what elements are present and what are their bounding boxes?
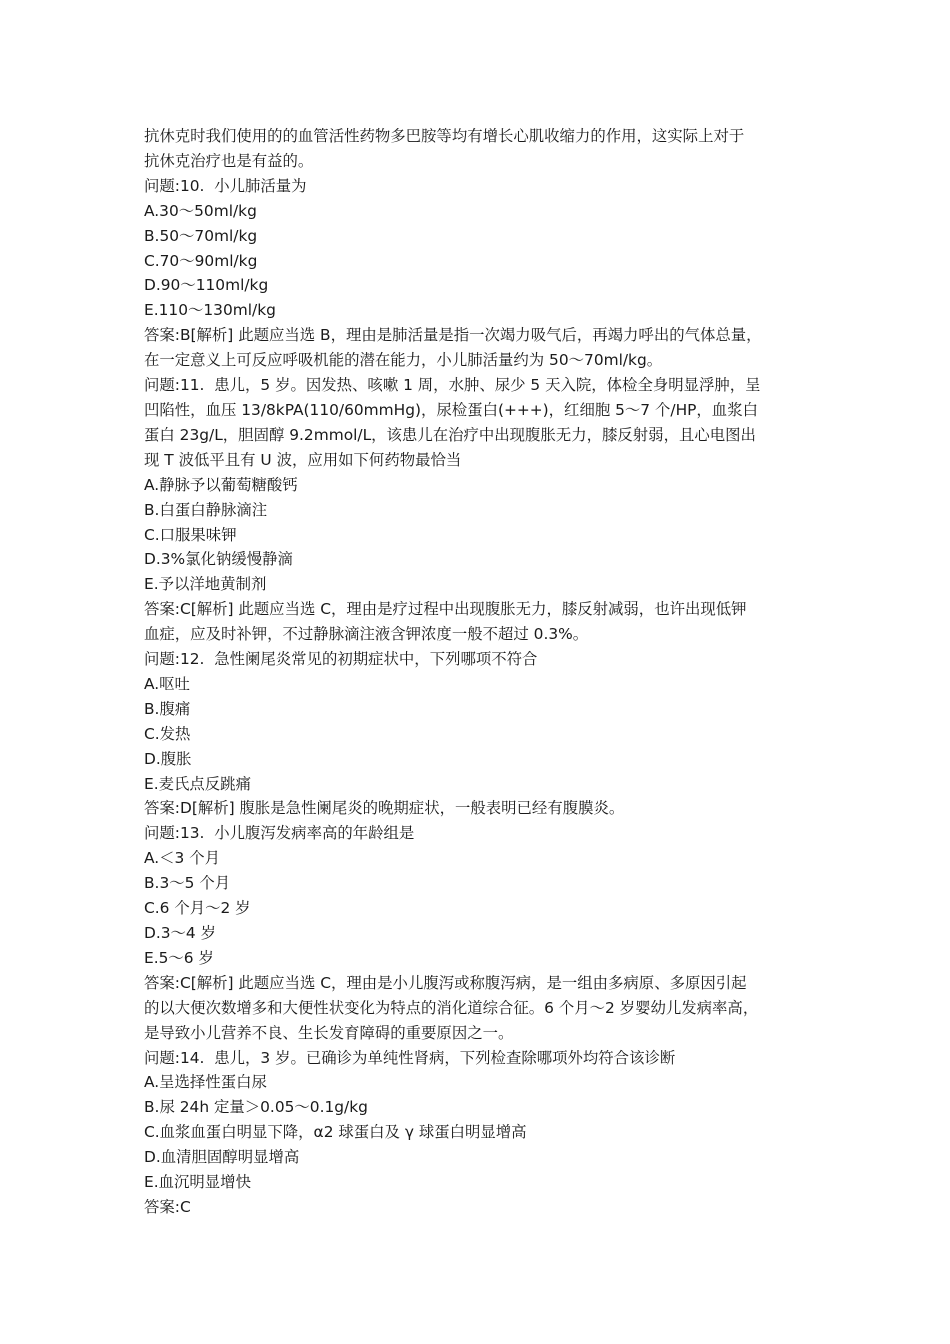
option-d: D.腹胀 (144, 749, 192, 768)
answer-line: 答案:D[解析] 腹胀是急性阑尾炎的晚期症状，一般表明已经有腹膜炎。 (144, 799, 625, 818)
question-text: 凹陷性，血压 13/8kPA(110/60mmHg)，尿检蛋白(+++)，红细胞 5～7 个/HP，血浆白 (144, 400, 758, 419)
text-line: 抗休克治疗也是有益的。 (144, 151, 314, 170)
question-12-title: 问题:12. 急性阑尾炎常见的初期症状中，下列哪项不符合 (144, 650, 538, 669)
option-e: E.血沉明显增快 (144, 1173, 251, 1192)
answer-line: 答案:C (144, 1197, 191, 1216)
option-b: B.3～5 个月 (144, 874, 231, 893)
option-a: A.30～50ml/kg (144, 201, 257, 220)
option-e: E.予以洋地黄制剂 (144, 575, 267, 594)
option-d: D.3%氯化钠缓慢静滴 (144, 550, 293, 569)
option-a: A.呈选择性蛋白尿 (144, 1073, 267, 1092)
option-c: C.血浆血蛋白明显下降，α2 球蛋白及 γ 球蛋白明显增高 (144, 1123, 527, 1142)
question-14-title: 问题:14. 患儿，3 岁。已确诊为单纯性肾病，下列检查除哪项外均符合该诊断 (144, 1048, 676, 1067)
question-text: 现 T 波低平且有 U 波，应用如下何药物最恰当 (144, 450, 462, 469)
option-c: C.6 个月～2 岁 (144, 899, 251, 918)
option-b: B.尿 24h 定量＞0.05～0.1g/kg (144, 1098, 368, 1117)
text-line: 抗休克时我们使用的的血管活性药物多巴胺等均有增长心肌收缩力的作用，这实际上对于 (144, 127, 745, 145)
question-text: 蛋白 23g/L，胆固醇 9.2mmol/L，该患儿在治疗中出现腹胀无力，膝反射弱，且心电图出 (144, 425, 756, 444)
question-11-title: 问题:11. 患儿，5 岁。因发热、咳嗽 1 周，水肿、尿少 5 天入院，体检全身明显浮肿，呈 (144, 376, 761, 395)
question-10-title: 问题:10. 小儿肺活量为 (144, 176, 307, 195)
option-d: D.血清胆固醇明显增高 (144, 1148, 300, 1167)
option-e: E.110～130ml/kg (144, 301, 276, 320)
answer-line: 血症，应及时补钾，不过静脉滴注液含钾浓度一般不超过 0.3%。 (144, 625, 589, 644)
answer-line: 答案:C[解析] 此题应当选 C，理由是小儿腹泻或称腹泻病，是一组由多病原、多原因引起 (144, 973, 747, 992)
option-c: C.口服果味钾 (144, 525, 237, 544)
answer-line: 的以大便次数增多和大便性状变化为特点的消化道综合征。6 个月～2 岁婴幼儿发病率高， (144, 998, 759, 1017)
option-a: A.呕吐 (144, 674, 190, 693)
answer-line: 在一定意义上可反应呼吸机能的潜在能力，小儿肺活量约为 50～70ml/kg。 (144, 351, 663, 370)
option-b: B.白蛋白静脉滴注 (144, 500, 268, 519)
option-a: A.＜3 个月 (144, 849, 221, 868)
answer-line: 答案:C[解析] 此题应当选 C，理由是疗过程中出现腹胀无力，膝反射减弱，也许出现低钾 (144, 600, 747, 619)
option-c: C.70～90ml/kg (144, 251, 258, 270)
question-13-title: 问题:13. 小儿腹泻发病率高的年龄组是 (144, 824, 415, 843)
option-b: B.50～70ml/kg (144, 226, 258, 245)
option-d: D.90～110ml/kg (144, 276, 269, 295)
option-e: E.麦氏点反跳痛 (144, 774, 251, 793)
option-e: E.5～6 岁 (144, 948, 214, 967)
answer-line: 是导致小儿营养不良、生长发育障碍的重要原因之一。 (144, 1023, 514, 1042)
option-d: D.3～4 岁 (144, 924, 217, 942)
option-a: A.静脉予以葡萄糖酸钙 (144, 475, 298, 494)
option-c: C.发热 (144, 724, 191, 743)
document-page (144, 124, 824, 1220)
answer-line: 答案:B[解析] 此题应当选 B，理由是肺活量是指一次竭力吸气后，再竭力呼出的气体总量， (144, 326, 762, 345)
option-b: B.腹痛 (144, 699, 191, 718)
